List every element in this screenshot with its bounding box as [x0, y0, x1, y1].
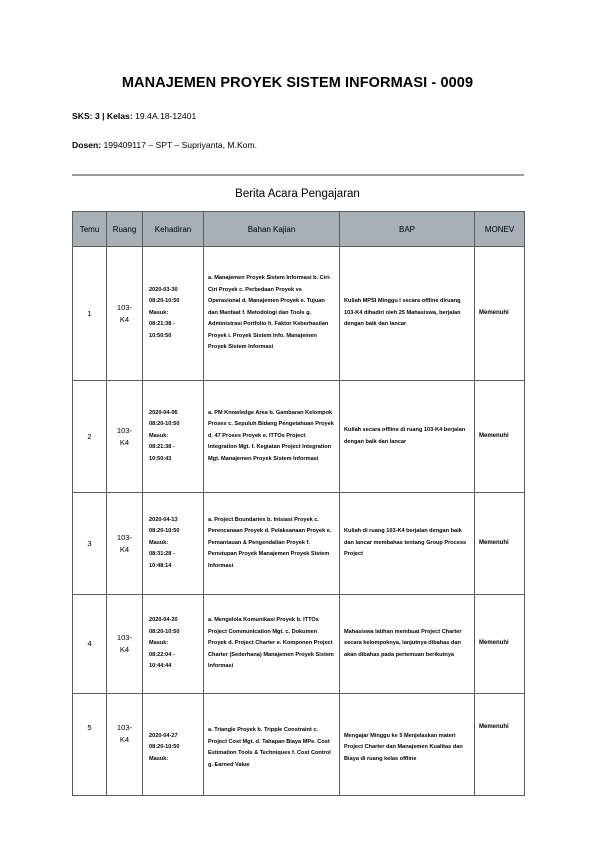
- cell-ruang: 103- K4: [107, 694, 143, 796]
- cell-temu: 3: [73, 493, 107, 595]
- sks-label: SKS:: [72, 111, 93, 121]
- dosen-value: 199409117 – SPT – Supriyanta, M.Kom.: [103, 140, 258, 150]
- cell-ruang: 103- K4: [107, 381, 143, 493]
- kelas-label: | Kelas:: [102, 111, 133, 121]
- table-row: [73, 381, 525, 493]
- section-title: Berita Acara Pengajaran: [235, 188, 360, 200]
- cell-kehadiran: 2020-04-06 08:20-10:50 Masuk: 08:21:38 - 10:50:43: [143, 381, 204, 493]
- divider: [72, 174, 524, 176]
- column-header-bahan-kajian: Bahan Kajian: [204, 212, 340, 247]
- column-header-kehadiran: Kehadiran: [143, 212, 204, 247]
- cell-ruang: 103- K4: [107, 595, 143, 694]
- cell-temu: 2: [73, 381, 107, 493]
- cell-monev: Memenuhi: [475, 381, 525, 493]
- sks-value: 3: [94, 111, 100, 121]
- cell-monev: Memenuhi: [475, 595, 525, 694]
- cell-monev: Memenuhi: [475, 694, 525, 796]
- cell-ruang: 103- K4: [107, 247, 143, 381]
- table-row: [73, 595, 525, 694]
- lecturer-info-line: [72, 140, 257, 150]
- cell-bap: Kuliah di ruang 103-K4 berjalan dengan baik dan lancar membahas tentang Group Process Project: [340, 493, 475, 595]
- cell-bahan-kajian: a. Mengelola Komunikasi Proyek b. ITTOs Project Communication Mgt. c. Dokumen Proyek d. Project Charter e. Komponen Project Charter (Sederhana) Manajemen Proyek Sistem Informasi: [204, 595, 340, 694]
- class-info-line: [72, 111, 196, 121]
- column-header-ruang: Ruang: [107, 212, 143, 247]
- cell-temu: 5: [73, 694, 107, 796]
- cell-kehadiran: 2020-04-20 08:20-10:50 Masuk: 08:22:04 - 10:44:44: [143, 595, 204, 694]
- cell-bap: Kuliah secara offline di ruang 103-K4 berjalan dengan baik dan lancar: [340, 381, 475, 493]
- cell-bap: Mahasiswa latihan membuat Project Charter secara kelompoknya, lanjutnya dibahas dan akan dibahas pada pertemuan berikutnya: [340, 595, 475, 694]
- cell-bahan-kajian: a. Triangle Proyek b. Tripple Constraint c. Project Cost Mgt. d. Tahapan Biaya MPe. Cost Estimation Tools & Techniques f. Cost Control g. Earned Value: [204, 694, 340, 796]
- teaching-report-table: [72, 211, 525, 796]
- cell-kehadiran: 2020-04-27 08:20-10:50 Masuk:: [143, 694, 204, 796]
- dosen-label: Dosen:: [72, 140, 102, 150]
- cell-bap: Kuliah MPSI Minggu I secara offline diruang 103-K4 dihadiri oleh 25 Mahasiswa, berjalan dengan baik dan lancar: [340, 247, 475, 381]
- column-header-temu: Temu: [73, 212, 107, 247]
- kelas-value: 19.4A.18-12401: [135, 111, 197, 121]
- cell-kehadiran: 2020-04-13 08:20-10:50 Masuk: 08:31:28 - 10:48:14: [143, 493, 204, 595]
- cell-bahan-kajian: a. PM Knowledge Area b. Gambaran Kelompok Proses c. Sepuluh Bidang Pengetahuan Proyek d. 47 Proses Proyek e. ITTOs Project Integration Mgt. f. Kegiatan Project Integration Mgt. Manajemen Proyek Sistem Informasi: [204, 381, 340, 493]
- cell-temu: 4: [73, 595, 107, 694]
- table-header-row: [73, 212, 525, 247]
- column-header-monev: MONEV: [475, 212, 525, 247]
- cell-bahan-kajian: a. Manajemen Proyek Sistem Informasi b. Ciri-Ciri Proyek c. Perbedaan Proyek vs Operasional d. Manajemen Proyek e. Tujuan dan Manfaat f. Metodologi dan Tools g. Administrasi Portfolio h. Faktor Keberhasilan Proyek i. Proyek Sistem Info. Manajemen Proyek Sistem Informasi: [204, 247, 340, 381]
- cell-bap: Mengajar Minggu ke 5 Menjelaskan materi Project Charter dan Manajemen Kualitas dan Biaya di ruang kelas offline: [340, 694, 475, 796]
- cell-monev: Memenuhi: [475, 493, 525, 595]
- table-row: [73, 493, 525, 595]
- page-title: MANAJEMEN PROYEK SISTEM INFORMASI - 0009: [121, 75, 474, 91]
- cell-temu: 1: [73, 247, 107, 381]
- cell-kehadiran: 2020-03-30 08:20-10:50 Masuk: 08:21:38 - 10:50:50: [143, 247, 204, 381]
- cell-monev: Memenuhi: [475, 247, 525, 381]
- table-row: [73, 247, 525, 381]
- cell-ruang: 103- K4: [107, 493, 143, 595]
- column-header-bap: BAP: [340, 212, 475, 247]
- table-row: [73, 694, 525, 796]
- cell-bahan-kajian: a. Project Boundaries b. Inisiasi Proyek c. Perencanaan Proyek d. Pelaksanaan Proyek e. Pemantauan & Pengendalian Proyek f. Penutupan Proyek Manajemen Proyek Sistem Informasi: [204, 493, 340, 595]
